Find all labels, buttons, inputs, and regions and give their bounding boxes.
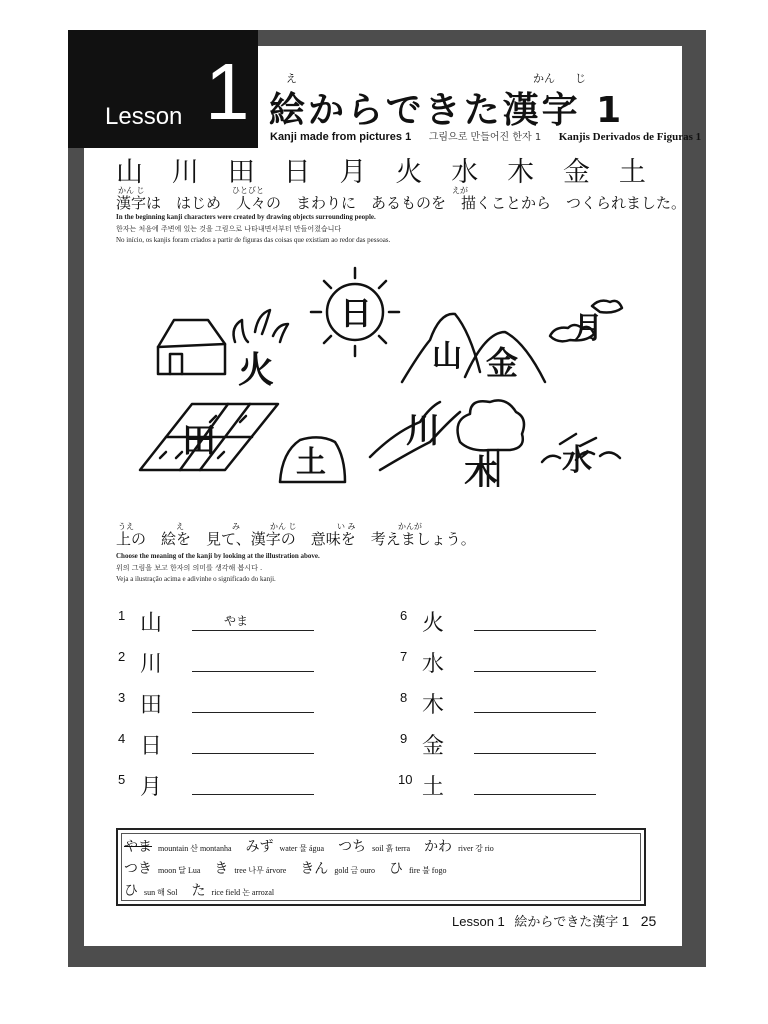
question-item [400,647,600,677]
word-en: moon [158,866,177,875]
answer-line[interactable] [474,753,596,754]
question-item [118,688,318,718]
lesson-number: 1 [205,47,250,136]
instr-ruby: み [232,522,240,531]
kanji-char: 山 [116,157,143,188]
instruction-korean: 위의 그림을 보고 한자의 의미를 생각해 봅시다 . [116,564,263,572]
subtitle-ko: 그림으로 만들어진 한자 1 [428,132,542,143]
question-kanji: 水 [422,652,445,677]
word-bank-row [124,836,494,856]
word-en: tree [234,866,247,875]
answer-line[interactable] [192,753,314,754]
word-kana: つち [338,839,367,855]
question-item [400,606,600,636]
word-ko: 물 [299,844,307,853]
answer-line[interactable] [474,630,596,631]
question-item [118,647,318,677]
illus-label-mountain: 山 [432,339,462,374]
instruction-portuguese: Veja a ilustração acima e adivinhe o significado do kanji. [116,575,276,583]
word-en: sun [144,888,156,897]
answer-line[interactable] [192,794,314,795]
word-ko: 불 [422,866,430,875]
word-en: soil [372,844,384,853]
word-kana: かわ [424,839,453,855]
question-number: 1 [118,608,126,623]
word-ko: 강 [475,844,483,853]
illus-label-gold: 金 [486,344,519,382]
instruction-japanese: 上の 絵を 見て、漢字の 意味を 考えましょう。 [116,530,476,548]
question-item [398,770,598,800]
question-kanji: 山 [140,611,163,636]
question-kanji: 川 [140,652,163,677]
word-en: river [458,844,474,853]
kanji-char: 火 [395,157,423,188]
word-en: gold [334,866,349,875]
answer-line[interactable] [474,712,596,713]
word-kana: た [191,883,206,899]
title-ruby: じ [575,72,586,85]
question-kanji: 火 [422,611,445,636]
word-bank-row [124,858,446,878]
word-kana: ひ [124,883,138,899]
word-ko: 산 [190,844,198,853]
subtitle-en: Kanji made from pictures 1 [270,131,412,143]
page-title: 絵からできた漢字 1 [269,90,625,131]
illus-label-fire: 火 [238,350,275,391]
illus-label-field: 田 [182,421,216,461]
word-ko: 달 [178,866,186,875]
question-kanji: 月 [140,775,163,800]
answer-line[interactable] [192,630,314,631]
word-pt: rio [484,844,494,853]
word-en: water [279,844,298,853]
kanji-char: 月 [339,157,367,188]
intro-portuguese: No início, os kanjis foram criados a partir de figuras das coisas que existiam ao redor das pessoas. [116,236,391,244]
question-item [400,688,600,718]
word-en: rice field [211,888,241,897]
word-pt: ouro [360,866,375,875]
flame-drawing [234,310,288,342]
word-pt: montanha [199,844,232,853]
intro-japanese: 漢字は はじめ 人々の まわりに あるものを 描くことから つくられました。 [116,194,687,212]
word-pt: fogo [431,866,447,875]
question-kanji: 金 [422,734,445,759]
instr-ruby: い み [337,522,356,531]
question-number: 8 [400,690,408,705]
mountain-drawing [402,314,545,382]
word-bank-box [116,828,646,906]
instruction-english: Choose the meaning of the kanji by looking at the illustration above. [116,552,320,560]
illus-label-moon: 月 [573,311,603,346]
word-pt: água [309,844,325,853]
instr-ruby: うえ [118,522,134,531]
lesson-word: Lesson [105,103,183,130]
question-kanji: 日 [140,734,163,759]
house-drawing [158,320,225,374]
question-number: 2 [118,649,126,664]
illus-label-river: 川 [406,411,440,451]
title-ruby: え [286,72,297,85]
instr-ruby: かんが [398,522,422,531]
title-ruby: かん [533,72,555,85]
page-footer [452,911,656,930]
question-number: 5 [118,772,126,787]
kanji-char: 土 [618,157,646,188]
answer-line[interactable] [192,671,314,672]
question-kanji: 田 [140,693,163,718]
word-bank-row [124,880,274,900]
word-ko: 금 [350,866,359,875]
intro-ruby: かん じ [118,186,145,195]
word-kana: き [214,861,229,877]
kanji-char: 日 [283,157,311,188]
kanji-char: 水 [451,157,479,188]
intro-english: In the beginning kanji characters were created by drawing objects surrounding people. [116,213,376,221]
instr-ruby: かん じ [270,522,297,531]
word-ko: 해 [157,888,165,897]
word-ko: 논 [242,888,250,897]
question-item [400,729,600,759]
word-pt: terra [395,844,411,853]
page-number: 25 [640,913,657,929]
word-pt: Lua [187,866,201,875]
word-kana: やま [124,839,152,855]
subtitle-pt: Kanjis Derivados de Figuras 1 [558,131,702,143]
word-en: mountain [158,844,189,853]
illus-label-sun: 日 [340,294,373,332]
illus-label-soil: 土 [296,445,326,480]
question-kanji: 土 [422,775,445,800]
kanji-char: 田 [227,157,255,188]
answer-line[interactable] [474,794,596,795]
question-number: 3 [118,690,126,705]
question-number: 4 [118,731,126,746]
footer-title: 絵からできた漢字 1 [514,914,630,929]
footer-lesson: Lesson 1 [452,914,505,929]
word-kana: つき [124,861,152,877]
kanji-char: 木 [507,157,535,188]
kanji-char: 金 [563,157,590,188]
word-en: fire [408,866,421,875]
kanji-illustration [130,262,630,487]
question-item [118,606,318,636]
intro-korean: 한자는 처음에 주변에 있는 것을 그림으로 나타내면서부터 만들어졌습니다 [116,225,342,233]
illus-label-water: 水 [562,443,592,478]
question-kanji: 木 [422,693,445,718]
intro-ruby: えが [452,186,468,195]
question-item [118,729,318,759]
kanji-char: 川 [171,157,199,188]
question-number: 9 [400,731,408,746]
illus-label-tree: 木 [464,453,498,487]
question-number: 7 [400,649,408,664]
word-kana: ひ [388,861,403,877]
answer-line[interactable] [192,712,314,713]
word-kana: きん [300,861,329,877]
question-number: 6 [400,608,408,623]
answer-line[interactable] [474,671,596,672]
word-ko: 흙 [385,844,394,853]
word-kana: みず [245,839,274,855]
question-item [118,770,318,800]
intro-ruby: ひとびと [232,186,264,195]
word-pt: árvore [265,866,287,875]
word-pt: Sol [166,888,178,897]
page-subtitle [270,128,701,143]
question-number: 10 [398,772,413,787]
instr-ruby: え [176,522,184,531]
kanji-row [116,150,646,189]
question-answer[interactable]: やま [224,614,249,628]
word-ko: 나무 [248,866,264,875]
word-pt: arrozal [251,888,275,897]
